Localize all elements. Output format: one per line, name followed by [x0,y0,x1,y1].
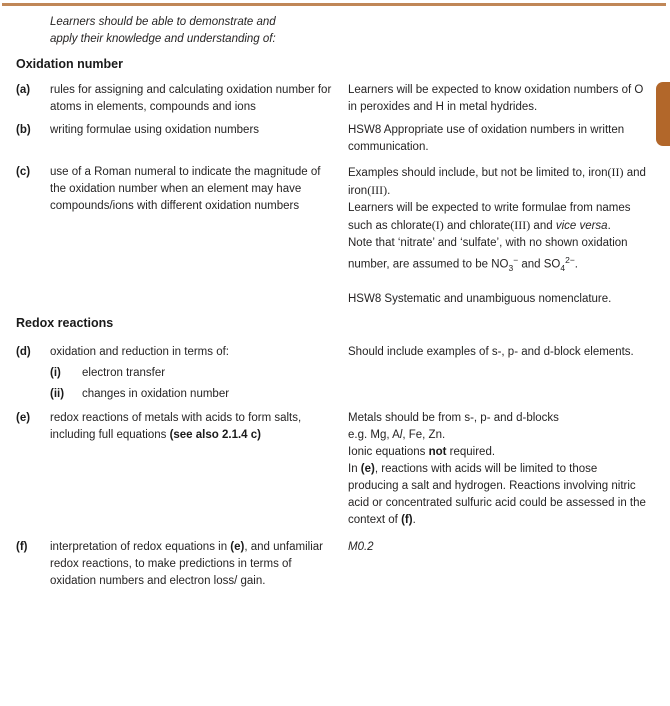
topic-d [50,344,348,403]
intro-statement: Learners should be able to demonstrate and apply their knowledge and understanding of: [50,16,276,45]
guidance-e-paragraph-1: Metals should be from s-, p- and d-blocks [348,412,559,424]
section-heading-redox-reactions: Redox reactions [16,316,114,330]
guidance-c-paragraph-1: Examples should include, but not be limited to, iron(II) and iron(III). [348,165,646,197]
topic-a-text: rules for assigning and calculating oxidation number for atoms in elements, compounds and ions [50,84,332,113]
guidance-b [348,122,648,156]
topic-a [50,82,348,116]
requirement-row-e [16,410,648,529]
topic-c-text: use of a Roman numeral to indicate the magnitude of the oxidation number when an element may have compounds/ions with different oxidation numbers [50,166,321,212]
guidance-e-paragraph-4: In (e), reactions with acids will be limited to those producing a salt and hydrogen. Reactions involving nitric acid or concentrated sulfuric acid could be assessed in the context of (f). [348,463,646,526]
row-label-c: (c) [16,166,31,178]
topic-d-subitem-i [50,365,338,382]
guidance-c [348,164,648,308]
requirement-row-c [16,164,648,308]
page-content [0,14,670,590]
topic-f-text: interpretation of redox equations in (e), and unfamiliar redox reactions, to make predictions in terms of oxidation numbers and electron loss/ gain. [50,541,323,587]
row-label-a: (a) [16,84,31,96]
row-label-e: (e) [16,412,31,424]
requirement-row-a [16,82,648,116]
topic-b [50,122,348,139]
section-heading-oxidation-number: Oxidation number [16,57,123,71]
guidance-e-paragraph-3: Ionic equations not required. [348,446,496,458]
row-label-d: (d) [16,346,31,358]
guidance-d-paragraph: Should include examples of s-, p- and d-block elements. [348,346,634,358]
guidance-b-paragraph: HSW8 Appropriate use of oxidation numbers in written communication. [348,124,625,153]
subitem-ii-label: (ii) [50,388,65,400]
topic-b-text: writing formulae using oxidation numbers [50,124,260,136]
top-rule-divider [2,3,666,6]
guidance-f-paragraph: M0.2 [348,541,374,553]
subitem-ii-text: changes in oxidation number [82,388,230,400]
topic-c [50,164,348,215]
subitem-i-label: (i) [50,367,61,379]
guidance-c-paragraph-2: Learners will be expected to write formulae from names such as chlorate(I) and chlorate(III) and vice versa. [348,202,631,232]
row-label-f: (f) [16,541,28,553]
requirement-row-d [16,344,648,403]
topic-d-subitem-ii [50,386,338,403]
guidance-a-paragraph: Learners will be expected to know oxidation numbers of O in peroxides and H in metal hydrides. [348,84,644,113]
guidance-e [348,410,648,529]
topic-e [50,410,348,444]
guidance-d [348,344,648,361]
requirement-row-b [16,122,648,156]
guidance-a [348,82,648,116]
guidance-f [348,539,648,556]
topic-e-text: redox reactions of metals with acids to form salts, including full equations (see also 2.1.4 c) [50,412,302,441]
requirement-row-f [16,539,648,590]
subitem-i-text: electron transfer [82,367,166,379]
guidance-c-paragraph-3: Note that ‘nitrate’ and ‘sulfate’, with no shown oxidation number, are assumed to be $NO_3^-$ and $SO_4^{2-}$. [348,237,628,273]
guidance-e-paragraph-2: e.g. Mg, Al, Fe, Zn. [348,429,446,441]
row-label-b: (b) [16,124,31,136]
topic-f [50,539,348,590]
topic-d-text: oxidation and reduction in terms of: [50,346,229,358]
guidance-c-paragraph-4: HSW8 Systematic and unambiguous nomenclature. [348,293,612,305]
